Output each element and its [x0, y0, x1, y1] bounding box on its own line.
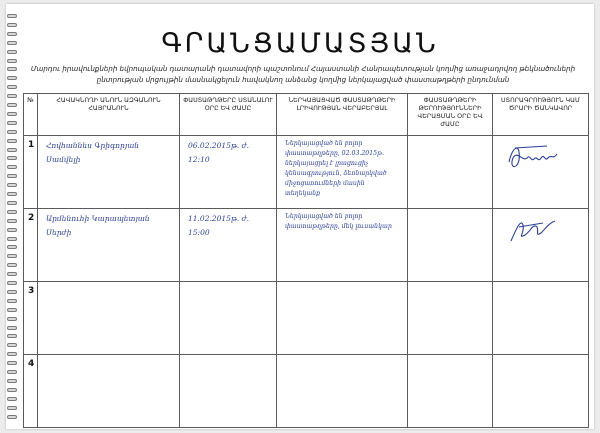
- fix-date-cell: [408, 209, 493, 282]
- table-row: [24, 209, 589, 282]
- binding-ring: [7, 290, 17, 294]
- binding-ring: [7, 317, 17, 321]
- binding-ring: [7, 254, 17, 258]
- received-cell: [180, 209, 277, 282]
- binding-ring: [7, 352, 17, 356]
- binding-ring: [7, 281, 17, 285]
- binding-ring: [7, 94, 17, 98]
- signature-cell: [493, 136, 589, 209]
- binding-ring: [7, 245, 17, 249]
- binding-ring: [7, 219, 17, 223]
- binding-ring: [7, 14, 17, 18]
- binding-ring: [7, 210, 17, 214]
- completeness-cell: [277, 282, 408, 355]
- binding-ring: [7, 85, 17, 89]
- received-date: 11.02.2015թ. ժ. 15:00: [188, 214, 250, 237]
- binding-ring: [7, 388, 17, 392]
- binding-ring: [7, 148, 17, 152]
- binding-ring: [7, 156, 17, 160]
- header-deficiency-fix-date: ՓԱՍՏԱԹՂԹԵՐԻ ԹԵՐՈՒԹՅՈՒՆՆԵՐԻ ՎԵՐԱՑՄԱՆ ՕՐԸ ԵՎ ԺԱՄԸ: [408, 94, 493, 136]
- header-signature: ՍՏՈՐԱԳՐՈՒԹՅՈՒՆ ԿԱՄ ԾՐԱՐԻ ԾԱՆԿԱՎՈՐ: [493, 94, 589, 136]
- received-cell: [180, 136, 277, 209]
- binding-ring: [7, 59, 17, 63]
- received-cell: [180, 355, 277, 428]
- binding-ring: [7, 237, 17, 241]
- handwritten-signature: [493, 136, 588, 178]
- fix-date-cell: [408, 136, 493, 209]
- completeness-note: Ներկայացված են բոլոր փաստաթղթերը, մեկ լուսանկար: [285, 213, 392, 230]
- completeness-note: Ներկայացված են բոլոր փաստաթղթերը, 02.03.2015թ. ներկայացրել է լրացուցիչ կենսագրություն, ձեռնարկված միջոցառումների մասին տեղեկանք: [285, 140, 387, 197]
- table-row: [24, 282, 589, 355]
- completeness-cell: [277, 136, 408, 209]
- binding-ring: [7, 299, 17, 303]
- document-subtitle: Մարդու իրավունքների եվրոպական դատարանի դատավորի պաշտոնում Հայաստանի Հանրապետության կողմից առաջադրվող թեկնածուների ընտրության մրցույթին մասնակցելուն հավակնող անձանց կողմից ներկայացված փաստաթղթերի ընդունման: [30, 64, 576, 84]
- binding-ring: [7, 308, 17, 312]
- binding-ring: [7, 379, 17, 383]
- binding-ring: [7, 165, 17, 169]
- binding-ring: [7, 76, 17, 80]
- header-completeness: ՆԵՐԿԱՅԱՑՎԱԾ ՓԱՍՏԱԹՂԹԵՐԻ ԼՐԻՎՈՒԹՅԱՆ ՎԵՐԱԲԵՐՅԱԼ: [277, 94, 408, 136]
- binding-ring: [7, 67, 17, 71]
- received-date: 06.02.2015թ. ժ. 12:10: [188, 141, 250, 164]
- binding-ring: [7, 361, 17, 365]
- binding-ring: [7, 112, 17, 116]
- received-cell: [180, 282, 277, 355]
- header-number: №: [24, 94, 38, 136]
- binding-ring: [7, 263, 17, 267]
- applicant-name-cell: [38, 209, 180, 282]
- applicant-name: Արմենուհի Կարապետյան Սերժի: [46, 214, 150, 237]
- binding-ring: [7, 326, 17, 330]
- binding-ring: [7, 130, 17, 134]
- table-header-row: [24, 94, 589, 136]
- binding-ring: [7, 103, 17, 107]
- row-number: 4: [24, 355, 38, 428]
- document-title: ԳՐԱՆՑԱՄԱՏՅԱՆ: [161, 28, 439, 59]
- row-number: 2: [24, 209, 38, 282]
- binding-ring: [7, 397, 17, 401]
- signature-cell: [493, 209, 589, 282]
- binding-ring: [7, 272, 17, 276]
- binding-ring: [7, 121, 17, 125]
- binding-ring: [7, 139, 17, 143]
- completeness-cell: [277, 355, 408, 428]
- signature-cell: [493, 355, 589, 428]
- applicant-name-cell: [38, 136, 180, 209]
- applicant-name-cell: [38, 282, 180, 355]
- table-row: [24, 355, 589, 428]
- handwritten-signature: [493, 209, 588, 251]
- binding-ring: [7, 183, 17, 187]
- binding-ring: [7, 370, 17, 374]
- binding-ring: [7, 174, 17, 178]
- binding-ring: [7, 201, 17, 205]
- registry-table: [23, 93, 589, 428]
- binding-ring: [7, 192, 17, 196]
- row-number: 1: [24, 136, 38, 209]
- binding-ring: [7, 23, 17, 27]
- binding-ring: [7, 406, 17, 410]
- binding-ring: [7, 228, 17, 232]
- header-received-date: ՓԱՍՏԱԹՂԹԵՐԸ ՍՏԱՆԱԼՈՒ ՕՐԸ ԵՎ ԺԱՄԸ: [180, 94, 277, 136]
- binding-ring: [7, 343, 17, 347]
- completeness-cell: [277, 209, 408, 282]
- signature-cell: [493, 282, 589, 355]
- applicant-name: Հովհաննես Գրիգորյան Սամվելի: [46, 141, 140, 164]
- binding-ring: [7, 334, 17, 338]
- header-applicant-name: ՀԱՎԱԿՆՈՂԻ ԱՆՈՒՆ ԱԶԳԱՆՈՒՆ ՀԱՅՐԱՆՈՒՆ: [38, 94, 180, 136]
- row-number: 3: [24, 282, 38, 355]
- table-row: [24, 136, 589, 209]
- applicant-name-cell: [38, 355, 180, 428]
- binding-ring: [7, 415, 17, 419]
- fix-date-cell: [408, 355, 493, 428]
- fix-date-cell: [408, 282, 493, 355]
